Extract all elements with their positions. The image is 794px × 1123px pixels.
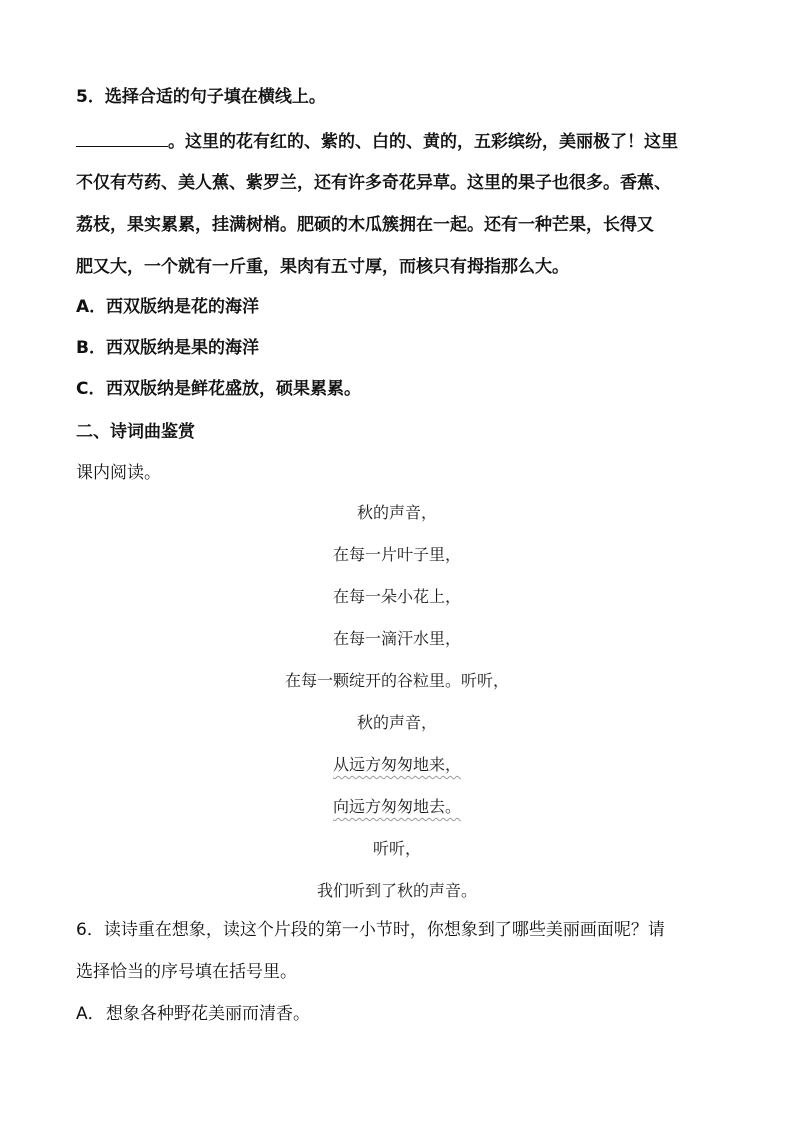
wavy-underlined-text: 从远方匆匆地来， bbox=[332, 755, 461, 774]
question-6-line-1: 6．读诗重在想象，读这个片段的第一小节时，你想象到了哪些美丽画面呢？请 bbox=[76, 920, 665, 940]
option-letter: A． bbox=[76, 297, 107, 317]
question-6-option-a[interactable] bbox=[76, 1003, 310, 1025]
option-c[interactable] bbox=[76, 378, 361, 400]
question-5-paragraph-line-4: 肥又大，一个就有一斤重，果肉有五寸厚，而核只有拇指那么大。 bbox=[76, 257, 569, 277]
section-heading: 二、诗词曲鉴赏 bbox=[76, 422, 195, 442]
option-letter: C． bbox=[76, 379, 106, 399]
question-5-title: 5．选择合适的句子填在横线上。 bbox=[76, 87, 326, 107]
option-text: 西双版纳是果的海洋 bbox=[106, 338, 259, 358]
option-letter: B． bbox=[76, 338, 106, 358]
question-5-paragraph-line-1 bbox=[76, 130, 678, 153]
answer-blank[interactable] bbox=[76, 130, 168, 147]
poem-line: 在每一颗绽开的谷粒里。听听， bbox=[284, 671, 509, 690]
wavy-underlined-text: 向远方匆匆地去。 bbox=[332, 797, 461, 816]
poem-line: 在每一滴汗水里， bbox=[332, 629, 461, 648]
poem-line-underlined bbox=[0, 796, 794, 818]
section-intro: 课内阅读。 bbox=[76, 463, 161, 483]
paragraph-line-1-text: 。这里的花有红的、紫的、白的、黄的，五彩缤纷，美丽极了！这里 bbox=[168, 132, 678, 152]
poem-line-underlined bbox=[0, 754, 794, 776]
option-text: 西双版纳是花的海洋 bbox=[106, 297, 259, 317]
poem-line: 秋的声音， bbox=[356, 503, 437, 522]
option-text: 西双版纳是鲜花盛放，硕果累累。 bbox=[106, 379, 361, 399]
poem-line: 听听， bbox=[372, 839, 421, 858]
poem-line: 秋的声音， bbox=[356, 713, 437, 732]
question-5-paragraph-line-2: 不仅有芍药、美人蕉、紫罗兰，还有许多奇花异草。这里的果子也很多。香蕉、 bbox=[76, 173, 671, 193]
poem-line: 在每一片叶子里， bbox=[332, 545, 461, 564]
question-5-paragraph-line-3: 荔枝，果实累累，挂满树梢。肥硕的木瓜簇拥在一起。还有一种芒果，长得又 bbox=[76, 215, 654, 235]
question-6-line-2: 选择恰当的序号填在括号里。 bbox=[76, 962, 297, 982]
option-text: 想象各种野花美丽而清香。 bbox=[106, 1004, 310, 1024]
option-b[interactable] bbox=[76, 337, 259, 359]
poem-line: 在每一朵小花上， bbox=[332, 587, 461, 606]
option-letter: A． bbox=[76, 1004, 105, 1024]
poem-line: 我们听到了秋的声音。 bbox=[316, 881, 477, 900]
option-a[interactable] bbox=[76, 296, 259, 318]
